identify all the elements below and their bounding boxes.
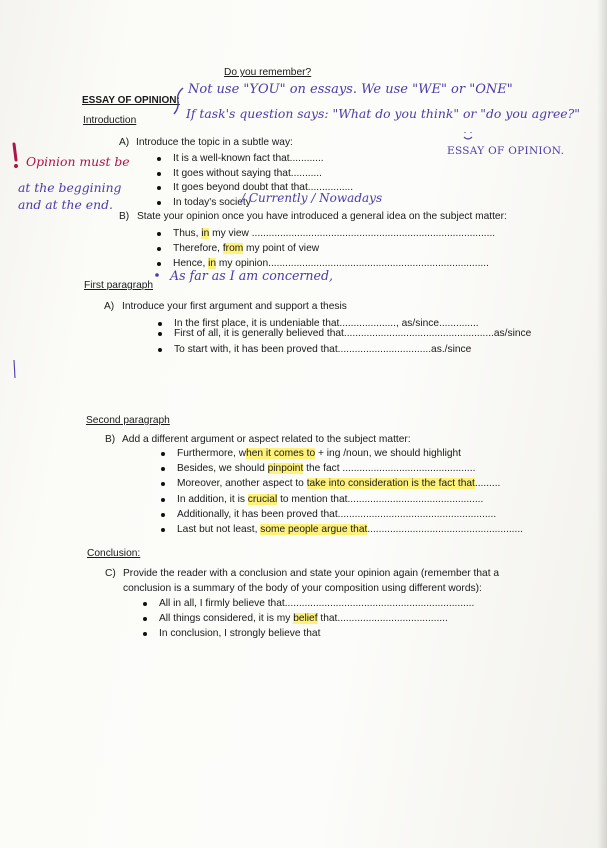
stray-mark-icon [11,358,17,380]
handwritten-bullet-icon [154,272,160,278]
note-at-end: and at the end. [18,197,113,212]
conclusion-c-label: C) [105,568,116,579]
intro-b-text: State your opinion once you have introduced a general idea on the subject matter: [137,211,507,222]
second-paragraph-heading: Second paragraph [86,415,170,426]
note-currently: / Currently / Nowadays [241,191,383,205]
list-item: All in all, I firmly believe that................................................................... [159,598,475,609]
list-item: Thus, in my view ...................................................................................... [173,228,496,239]
list-item: In conclusion, I strongly believe that [159,628,321,639]
list-item: Besides, we should pinpoint the fact ............................................... [177,463,476,474]
arrow-down-icon [462,130,474,144]
list-item: It goes without saying that........... [173,168,322,179]
note-as-far: As far as I am concerned, [170,268,334,283]
list-item: Additionally, it has been proved that........................................................ [177,509,497,520]
note-essay-of-opinion: ESSAY OF OPINION. [447,145,565,157]
essay-heading: ESSAY OF OPINION: [82,95,180,106]
list-item: First of all, it is generally believed that.....................................................as/since [174,328,532,339]
list-item: To start with, it has been proved that.................................as./since [174,344,472,355]
list-item: It goes beyond doubt that that................ [173,182,354,193]
first-paragraph-heading: First paragraph [84,280,154,291]
page-edge-shadow [597,0,607,848]
list-item: Therefore, from my point of view [173,243,320,254]
second-b-label: B) [105,434,116,445]
intro-b-label: B) [119,211,130,222]
list-item: It is a well-known fact that............ [173,153,324,164]
conclusion-c-line1: Provide the reader with a conclusion and state your opinion again (remember that a [123,568,500,579]
introduction-heading: Introduction [83,115,137,126]
note-at-beginning: at the beggining [18,180,122,195]
conclusion-c-line2: conclusion is a summary of the body of your composition using different words): [123,583,482,594]
bracket-mark-icon [172,86,186,120]
list-item: In addition, it is crucial to mention that................................................ [177,494,484,505]
first-a-label: A) [104,301,115,312]
first-a-text: Introduce your first argument and support a thesis [122,301,347,312]
note-not-you: Not use "YOU" on essays. We use "WE" or "ONE" [188,82,513,97]
list-item: In the first place, it is undeniable that...................., as/since.............. [174,318,479,329]
list-item: Last but not least, some people argue that....................................................... [177,524,523,535]
note-opinion-must-be: Opinion must be [26,154,130,169]
intro-a-label: A) [119,137,130,148]
exclamation-icon [8,142,22,170]
second-b-text: Add a different argument or aspect related to the subject matter: [122,434,411,445]
intro-a-text: Introduce the topic in a subtle way: [136,137,293,148]
list-item: Furthermore, when it comes to + ing /noun, we should highlight [177,448,462,459]
list-item: In today's society [173,197,251,208]
document-title: Do you remember? [224,67,312,78]
note-task-question: If task's question says: "What do you think" or "do you agree?" [186,106,580,121]
list-item: All things considered, it is my belief that....................................... [159,613,448,624]
list-item: Moreover, another aspect to take into consideration is the fact that......... [177,478,501,489]
list-item: Hence, in my opinion.............................................................................. [173,258,489,269]
conclusion-heading: Conclusion: [87,548,141,559]
